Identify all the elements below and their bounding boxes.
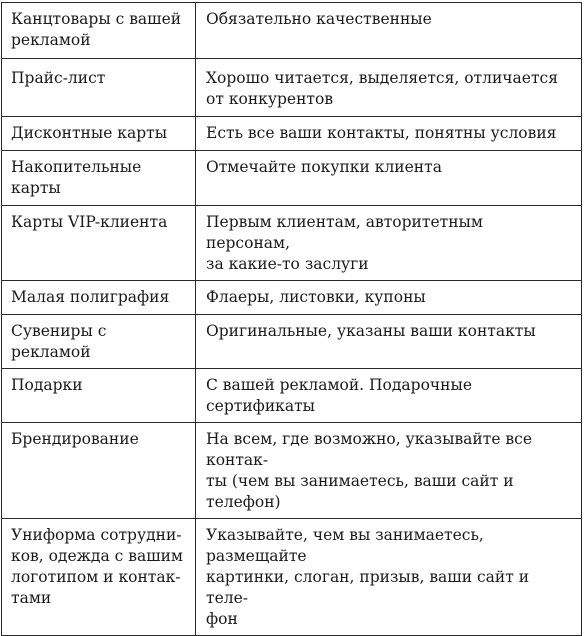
note-text: Флаеры, листовки, купоны	[206, 288, 426, 306]
promo-table	[1, 2, 582, 636]
table-row	[2, 206, 582, 281]
table-row	[2, 151, 582, 206]
item-text: Униформа сотрудни- ков, одежда с вашим логотипом и контак- тами	[11, 526, 183, 607]
note-text: Обязательно качественные	[206, 10, 432, 28]
item-cell	[2, 59, 196, 117]
note-cell	[196, 3, 582, 59]
item-text: Сувениры с рекламой	[11, 322, 107, 361]
note-cell	[196, 151, 582, 206]
note-text: Оригинальные, указаны ваши контакты	[206, 322, 536, 340]
table-row	[2, 423, 582, 519]
table-row	[2, 117, 582, 151]
note-cell	[196, 281, 582, 315]
note-text: Есть все ваши контакты, понятны условия	[206, 124, 557, 142]
table-row	[2, 59, 582, 117]
table-row	[2, 315, 582, 369]
item-cell	[2, 151, 196, 206]
item-text: Карты VIP-клиента	[11, 213, 168, 231]
table-row	[2, 3, 582, 59]
item-text: Брендирование	[11, 430, 139, 448]
note-text: На всем, где возможно, указывайте все контак- ты (чем вы занимаетесь, ваши сайт и телефон)	[206, 430, 533, 511]
item-text: Дисконтные карты	[11, 124, 168, 142]
note-cell	[196, 206, 582, 281]
note-cell	[196, 369, 582, 423]
promo-table-body	[2, 3, 582, 636]
note-cell	[196, 59, 582, 117]
note-text: Указывайте, чем вы занимаетесь, размещайте картинки, слоган, призыв, ваши сайт и теле- фон	[206, 526, 530, 628]
note-text: Хорошо читается, выделяется, отличается от конкурентов	[206, 69, 558, 108]
note-text: С вашей рекламой. Подарочные сертификаты	[206, 376, 473, 415]
item-cell	[2, 281, 196, 315]
item-text: Малая полиграфия	[11, 288, 170, 306]
item-text: Накопительные карты	[11, 158, 142, 197]
item-text: Канцтовары с вашей рекламой	[11, 10, 182, 49]
item-cell	[2, 206, 196, 281]
item-cell	[2, 3, 196, 59]
item-cell	[2, 117, 196, 151]
item-cell	[2, 369, 196, 423]
item-cell	[2, 519, 196, 636]
note-cell	[196, 315, 582, 369]
item-cell	[2, 423, 196, 519]
note-text: Отмечайте покупки клиента	[206, 158, 442, 176]
table-row	[2, 519, 582, 636]
table-row	[2, 281, 582, 315]
item-text: Прайс-лист	[11, 69, 106, 87]
note-text: Первым клиентам, авторитетным персонам, за какие-то заслуги	[206, 213, 483, 273]
item-cell	[2, 315, 196, 369]
note-cell	[196, 423, 582, 519]
item-text: Подарки	[11, 376, 83, 394]
note-cell	[196, 519, 582, 636]
note-cell	[196, 117, 582, 151]
table-row	[2, 369, 582, 423]
